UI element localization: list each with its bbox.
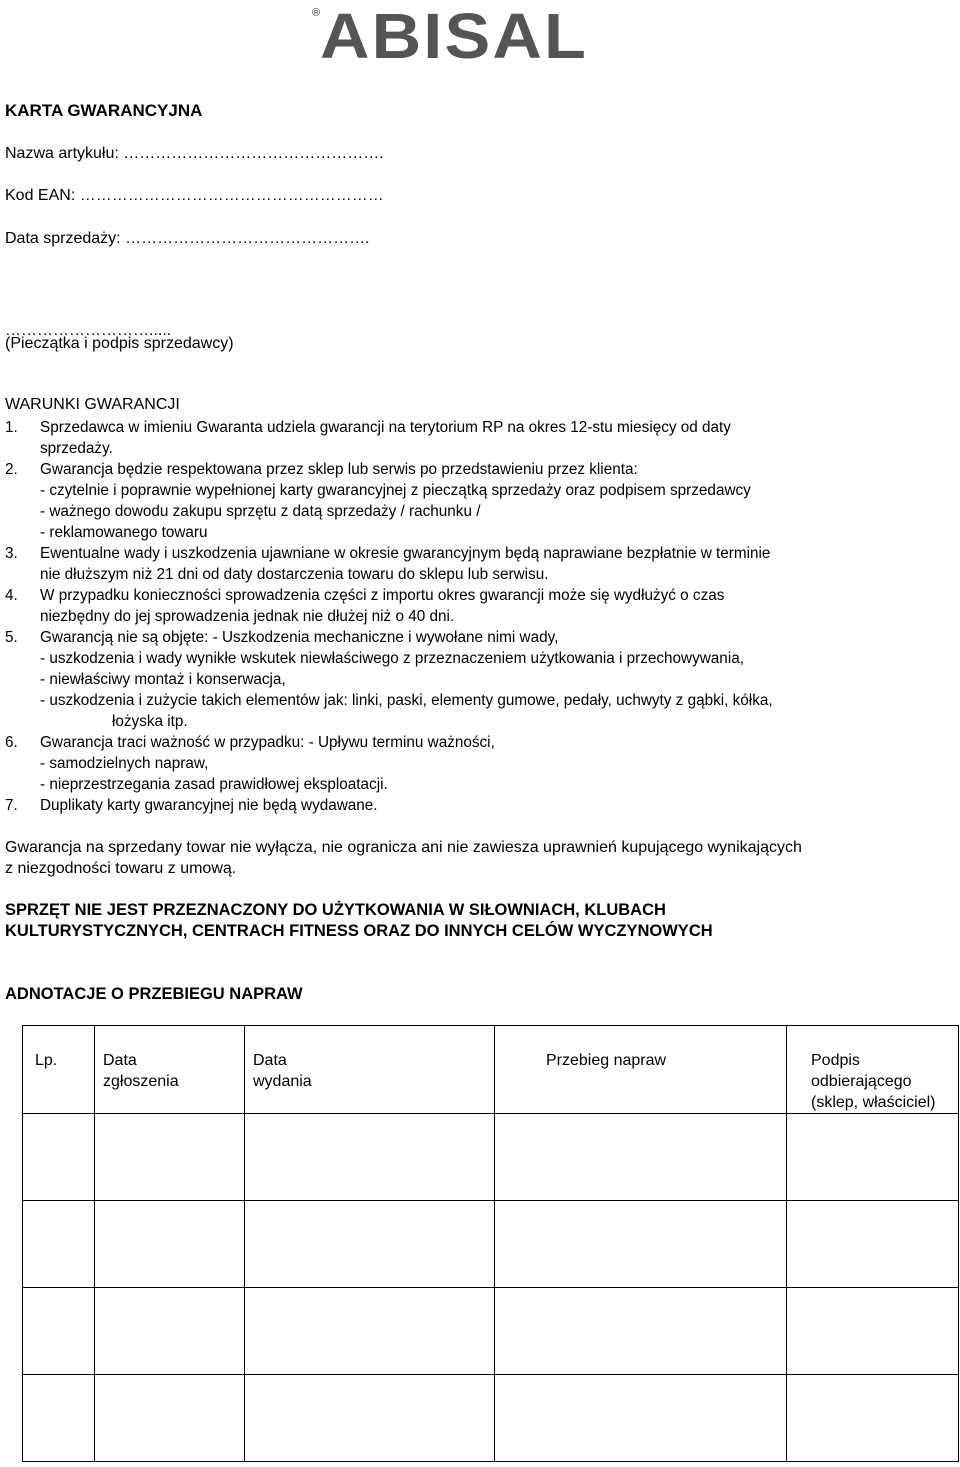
- table-cell[interactable]: [787, 1375, 959, 1462]
- condition-number: 7.: [5, 797, 18, 814]
- condition-text: - samodzielnych napraw,: [40, 755, 209, 772]
- condition-text: Gwarancja traci ważność w przypadku: - Upływu terminu ważności,: [40, 734, 495, 751]
- notice-line-1: Gwarancja na sprzedany towar nie wyłącza, nie ogranicza ani nie zawiesza uprawnień kupującego wynikających: [5, 839, 802, 856]
- repairs-header-row: [23, 1026, 959, 1114]
- field-label: Data sprzedaży:: [5, 230, 121, 247]
- table-row: [23, 1114, 959, 1201]
- conditions-title: WARUNKI GWARANCJI: [5, 396, 180, 413]
- condition-text: sprzedaży.: [40, 440, 113, 457]
- condition-number: 2.: [5, 461, 18, 478]
- table-cell[interactable]: [95, 1288, 245, 1375]
- table-cell[interactable]: [245, 1375, 495, 1462]
- condition-text: łożyska itp.: [112, 713, 188, 730]
- warning-line-1: SPRZĘT NIE JEST PRZEZNACZONY DO UŻYTKOWANIA W SIŁOWNIACH, KLUBACH: [5, 901, 666, 919]
- stamp-caption: (Pieczątka i podpis sprzedawcy): [5, 335, 234, 352]
- table-cell[interactable]: [495, 1114, 787, 1201]
- header-cell-date-reported: Data zgłoszenia: [95, 1026, 245, 1114]
- header-cell-signature: Podpis odbierającego (sklep, właściciel): [787, 1026, 959, 1114]
- warning-line-2: KULTURYSTYCZNYCH, CENTRACH FITNESS ORAZ DO INNYCH CELÓW WYCZYNOWYCH: [5, 922, 713, 940]
- condition-text: Ewentualne wady i uszkodzenia ujawniane w okresie gwarancyjnym będą naprawiane bezpłatnie w terminie: [40, 545, 771, 562]
- field-dots[interactable]: …………………………………………………: [79, 187, 384, 204]
- stamp-dots: ……………………….....: [5, 322, 172, 339]
- header-cell-repair-progress: Przebieg napraw: [495, 1026, 787, 1114]
- condition-text: Sprzedawca w imieniu Gwaranta udziela gwarancji na terytorium RP na okres 12-stu miesięcy od daty: [40, 419, 731, 436]
- table-cell[interactable]: [495, 1201, 787, 1288]
- condition-text: Gwarancją nie są objęte: - Uszkodzenia mechaniczne i wywołane nimi wady,: [40, 629, 559, 646]
- condition-number: 3.: [5, 545, 18, 562]
- table-cell[interactable]: [495, 1288, 787, 1375]
- condition-text: - reklamowanego towaru: [40, 524, 208, 541]
- condition-text: - uszkodzenia i zużycie takich elementów jak: linki, paski, elementy gumowe, pedały, uchwyty z gąbki, kółka,: [40, 692, 773, 709]
- header-cell-date-returned: Data wydania: [245, 1026, 495, 1114]
- condition-number: 4.: [5, 587, 18, 604]
- table-cell[interactable]: [23, 1114, 95, 1201]
- table-row: [23, 1201, 959, 1288]
- condition-text: - niewłaściwy montaż i konserwacja,: [40, 671, 286, 688]
- field-row: [5, 187, 384, 205]
- table-row: [23, 1288, 959, 1375]
- field-row: [5, 145, 384, 163]
- condition-text: - nieprzestrzegania zasad prawidłowej eksploatacji.: [40, 776, 388, 793]
- table-cell[interactable]: [23, 1288, 95, 1375]
- table-cell[interactable]: [23, 1201, 95, 1288]
- field-label: Kod EAN:: [5, 187, 76, 204]
- condition-text: - czytelnie i poprawnie wypełnionej karty gwarancyjnej z pieczątką sprzedaży oraz podpisem sprzedawcy: [40, 482, 751, 499]
- table-cell[interactable]: [95, 1114, 245, 1201]
- registered-mark: ®: [312, 7, 321, 19]
- field-label: Nazwa artykułu:: [5, 145, 119, 162]
- repairs-title: ADNOTACJE O PRZEBIEGU NAPRAW: [5, 985, 303, 1003]
- field-row: [5, 230, 370, 248]
- table-cell[interactable]: [787, 1114, 959, 1201]
- table-cell[interactable]: [787, 1201, 959, 1288]
- table-cell[interactable]: [245, 1114, 495, 1201]
- table-cell[interactable]: [787, 1288, 959, 1375]
- field-dots[interactable]: ……………………………………….: [125, 230, 370, 247]
- table-cell[interactable]: [95, 1201, 245, 1288]
- table-cell[interactable]: [245, 1201, 495, 1288]
- condition-number: 5.: [5, 629, 18, 646]
- abisal-logo: [310, 2, 590, 62]
- condition-number: 1.: [5, 419, 18, 436]
- header-cell-lp: Lp.: [23, 1026, 95, 1114]
- condition-text: nie dłuższym niż 21 dni od daty dostarczenia towaru do sklepu lub serwisu.: [40, 566, 549, 583]
- condition-number: 6.: [5, 734, 18, 751]
- condition-text: niezbędny do jej sprowadzenia jednak nie dłużej niż o 40 dni.: [40, 608, 455, 625]
- repairs-table: [22, 1025, 959, 1462]
- table-cell[interactable]: [245, 1288, 495, 1375]
- table-cell[interactable]: [23, 1375, 95, 1462]
- table-row: [23, 1375, 959, 1462]
- table-cell[interactable]: [495, 1375, 787, 1462]
- table-cell[interactable]: [95, 1375, 245, 1462]
- field-dots[interactable]: ………………………………………….: [123, 145, 384, 162]
- condition-text: - uszkodzenia i wady wynikłe wskutek niewłaściwego z przeznaczeniem użytkowania i przechowywania,: [40, 650, 744, 667]
- condition-text: Duplikaty karty gwarancyjnej nie będą wydawane.: [40, 797, 378, 814]
- page-title: KARTA GWARANCYJNA: [5, 101, 203, 120]
- condition-text: W przypadku konieczności sprowadzenia części z importu okres gwarancji może się wydłużyć o czas: [40, 587, 725, 604]
- condition-text: Gwarancja będzie respektowana przez sklep lub serwis po przedstawieniu przez klienta:: [40, 461, 638, 478]
- condition-text: - ważnego dowodu zakupu sprzętu z datą sprzedaży / rachunku /: [40, 503, 481, 520]
- notice-line-2: z niezgodności towaru z umową.: [5, 860, 237, 877]
- logo-wordmark: ABISAL: [320, 2, 588, 62]
